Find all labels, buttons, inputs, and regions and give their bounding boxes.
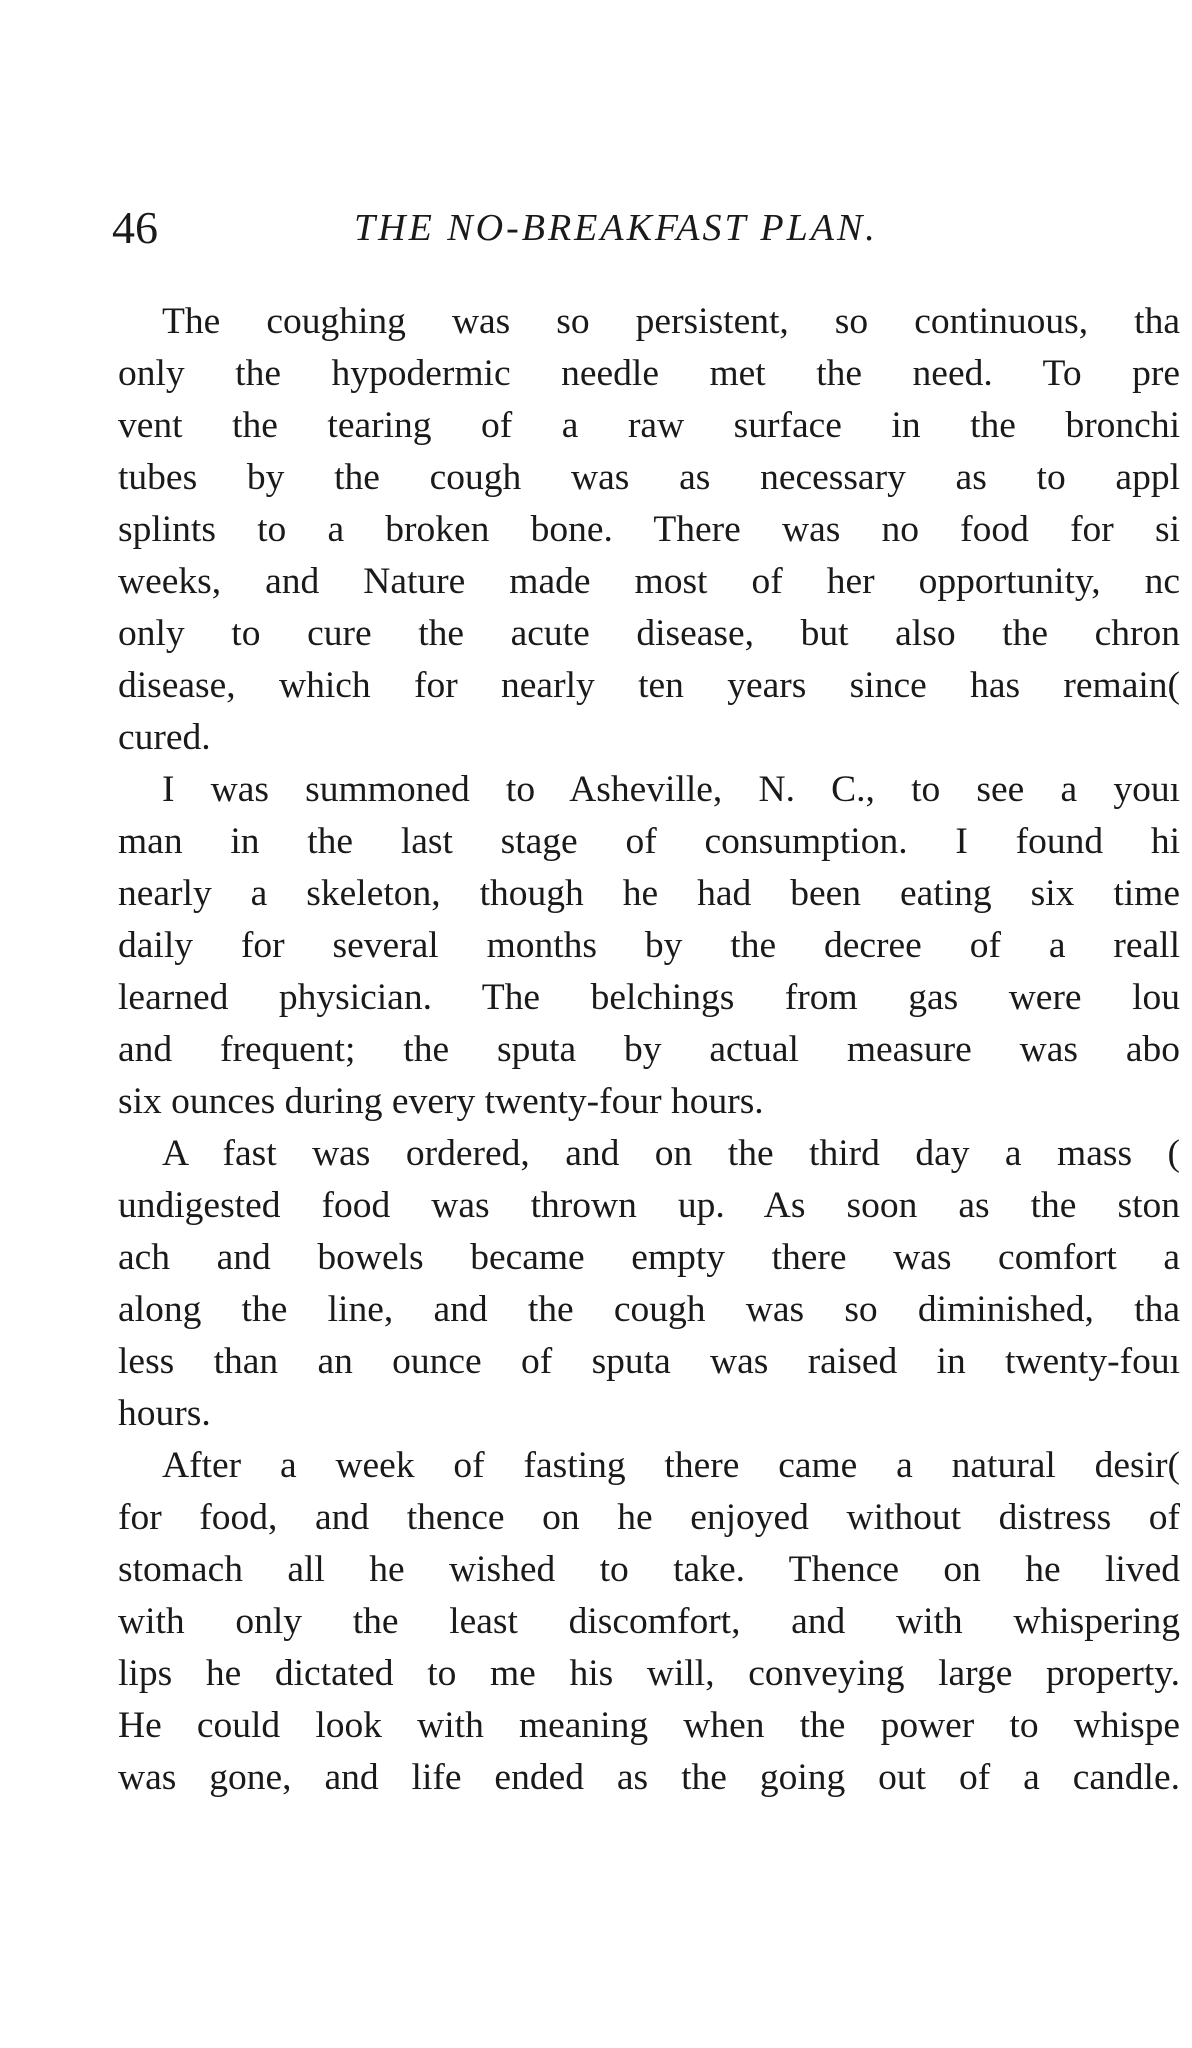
text-line: undigested food was thrown up. As soon as the ston [118,1185,1180,1226]
text-line: along the line, and the cough was so diminished, tha [118,1289,1180,1330]
text-line: ach and bowels became empty there was comfort a [118,1237,1180,1278]
text-line: After a week of fasting there came a natural desir( [162,1445,1180,1486]
text-line: I was summoned to Asheville, N. C., to see a youı [162,769,1180,810]
text-line: tubes by the cough was as necessary as to appl [118,457,1180,498]
text-line: daily for several months by the decree of a reall [118,925,1180,966]
body-text [118,296,1180,1804]
text-line: weeks, and Nature made most of her opportunity, nc [118,561,1180,602]
running-title: THE NO-BREAKFAST PLAN. [354,207,878,249]
text-line: man in the last stage of consumption. I found hi [118,821,1180,862]
text-line: disease, which for nearly ten years since has remain( [118,665,1180,706]
text-line: six ounces during every twenty-four hours. [118,1081,764,1122]
text-line: The coughing was so persistent, so continuous, tha [162,301,1180,342]
text-line: only the hypodermic needle met the need. To pre [118,353,1180,394]
text-line: stomach all he wished to take. Thence on he lived [118,1549,1180,1590]
text-line: splints to a broken bone. There was no food for si [118,509,1180,550]
text-line: He could look with meaning when the power to whispe [118,1705,1180,1746]
text-line: learned physician. The belchings from gas were lou [118,977,1180,1018]
text-line: nearly a skeleton, though he had been eating six time [118,873,1180,914]
text-line: less than an ounce of sputa was raised in twenty-fouı [118,1341,1180,1382]
text-line: A fast was ordered, and on the third day a mass ( [162,1133,1180,1174]
text-line: hours. [118,1393,211,1434]
text-line: cured. [118,717,211,758]
text-line: vent the tearing of a raw surface in the bronchi [118,405,1180,446]
text-line: only to cure the acute disease, but also the chron [118,613,1180,654]
text-line: lips he dictated to me his will, conveying large property. [118,1653,1180,1694]
text-line: and frequent; the sputa by actual measure was abo [118,1029,1180,1070]
text-line: for food, and thence on he enjoyed without distress of [118,1497,1180,1538]
running-head [112,198,1152,258]
page-number: 46 [112,202,158,253]
text-line: with only the least discomfort, and with whispering [118,1601,1180,1642]
text-line: was gone, and life ended as the going out of a candle. [118,1757,1180,1798]
